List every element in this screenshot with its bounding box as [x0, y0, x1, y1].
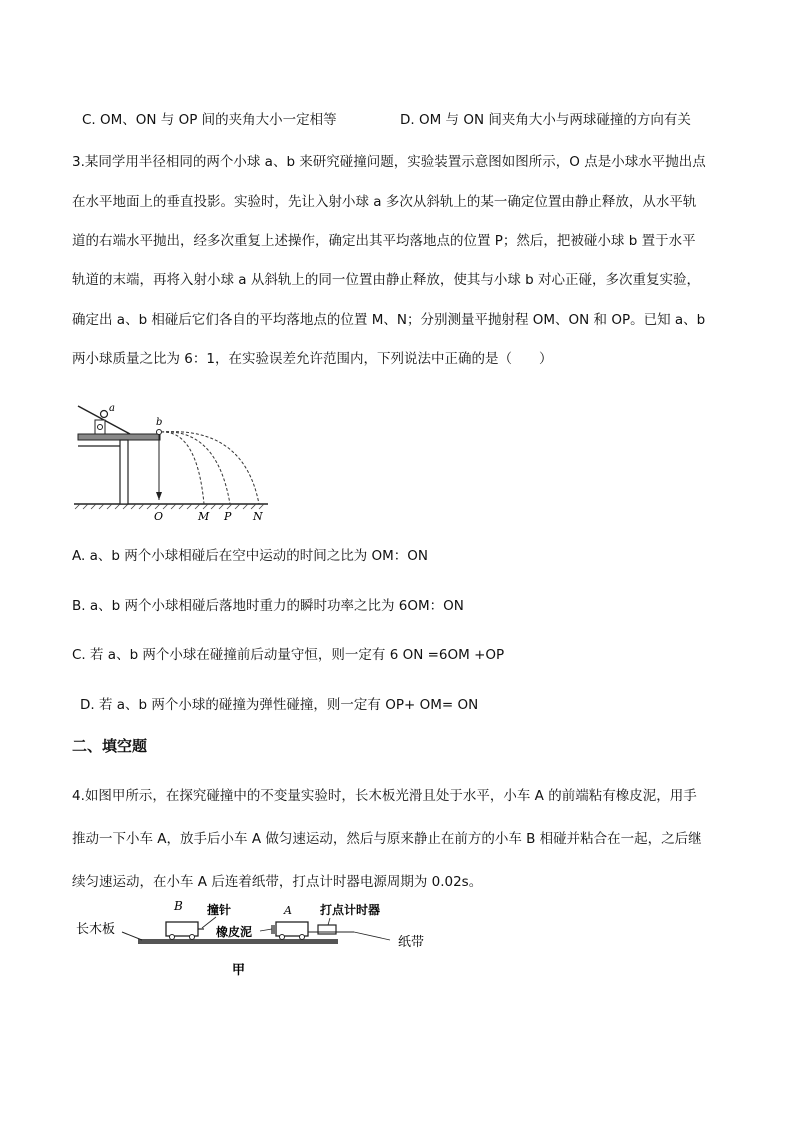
table-top — [78, 434, 160, 440]
label-tape: 纸带 — [398, 935, 425, 950]
q3-option-c: C. 若 a、b 两个小球在碰撞前后动量守恒，则一定有 6 ON =6OM +OP — [72, 647, 505, 663]
label-P: P — [224, 510, 232, 523]
label-timer: 打点计时器 — [320, 903, 381, 917]
ball-a — [101, 411, 108, 418]
label-cart-a: A — [284, 904, 292, 917]
label-M: M — [198, 510, 210, 523]
long-board — [138, 939, 338, 944]
q4-line-2: 推动一下小车 A，放手后小车 A 做匀速运动，然后与原来静止在前方的小车 B 相碰并粘合在一起，之后继 — [72, 831, 702, 847]
q3-line-1: 3.某同学用半径相同的两个小球 a、b 来研究碰撞问题，实验装置示意图如图所示，O 点是小球水平抛出点 — [72, 154, 706, 170]
label-putty: 橡皮泥 — [216, 925, 253, 939]
cart-a — [276, 922, 308, 936]
section-heading: 二、填空题 — [72, 737, 148, 755]
label-board: 长木板 — [76, 922, 116, 937]
label-O: O — [154, 510, 164, 523]
table-leg — [120, 440, 128, 504]
option-c-prev: C. OM、ON 与 OP 间的夹角大小一定相等 — [82, 112, 337, 128]
q3-option-d: D. 若 a、b 两个小球的碰撞为弹性碰撞，则一定有 OP+ OM= ON — [80, 697, 479, 713]
label-needle: 撞针 — [207, 903, 232, 917]
q3-line-6: 两小球质量之比为 6：1，在实验误差允许范围内，下列说法中正确的是（ ） — [72, 351, 553, 367]
cart-collision-figure — [72, 896, 452, 986]
trajectories — [161, 432, 259, 504]
q4-line-3: 续匀速运动，在小车 A 后连着纸带，打点计时器电源周期为 0.02s。 — [72, 874, 483, 890]
q3-option-b: B. a、b 两个小球相碰后落地时重力的瞬时功率之比为 6OM：ON — [72, 598, 464, 614]
q3-line-5: 确定出 a、b 相碰后它们各自的平均落地点的位置 M、N；分别测量平抛射程 OM、ON 和 OP。已知 a、b — [72, 312, 706, 328]
q3-line-2: 在水平地面上的垂直投影。实验时，先让入射小球 a 多次从斜轨上的某一确定位置由静止释放，从水平轨 — [72, 194, 697, 210]
support-block — [95, 420, 105, 434]
cart-b — [166, 922, 198, 936]
figure-caption: 甲 — [232, 963, 246, 978]
q4-line-1: 4.如图甲所示，在探究碰撞中的不变量实验时，长木板光滑且处于水平，小车 A 的前端粘有橡皮泥，用手 — [72, 788, 697, 804]
ball-b — [157, 430, 162, 435]
label-b: b — [156, 417, 163, 428]
timer-device — [318, 925, 336, 934]
q3-line-3: 道的右端水平抛出，经多次重复上述操作，确定出其平均落地点的位置 P；然后，把被碰小球 b 置于水平 — [72, 233, 696, 249]
q3-option-a: A. a、b 两个小球相碰后在空中运动的时间之比为 OM：ON — [72, 548, 429, 564]
collision-apparatus-figure — [72, 392, 272, 524]
label-N: N — [253, 510, 263, 523]
label-a: a — [109, 403, 115, 414]
label-cart-b: B — [174, 899, 183, 913]
q3-line-4: 轨道的末端，再将入射小球 a 从斜轨上的同一位置由静止释放，使其与小球 b 对心正碰，多次重复实验， — [72, 272, 701, 288]
option-d-prev: D. OM 与 ON 间夹角大小与两球碰撞的方向有关 — [400, 112, 691, 128]
